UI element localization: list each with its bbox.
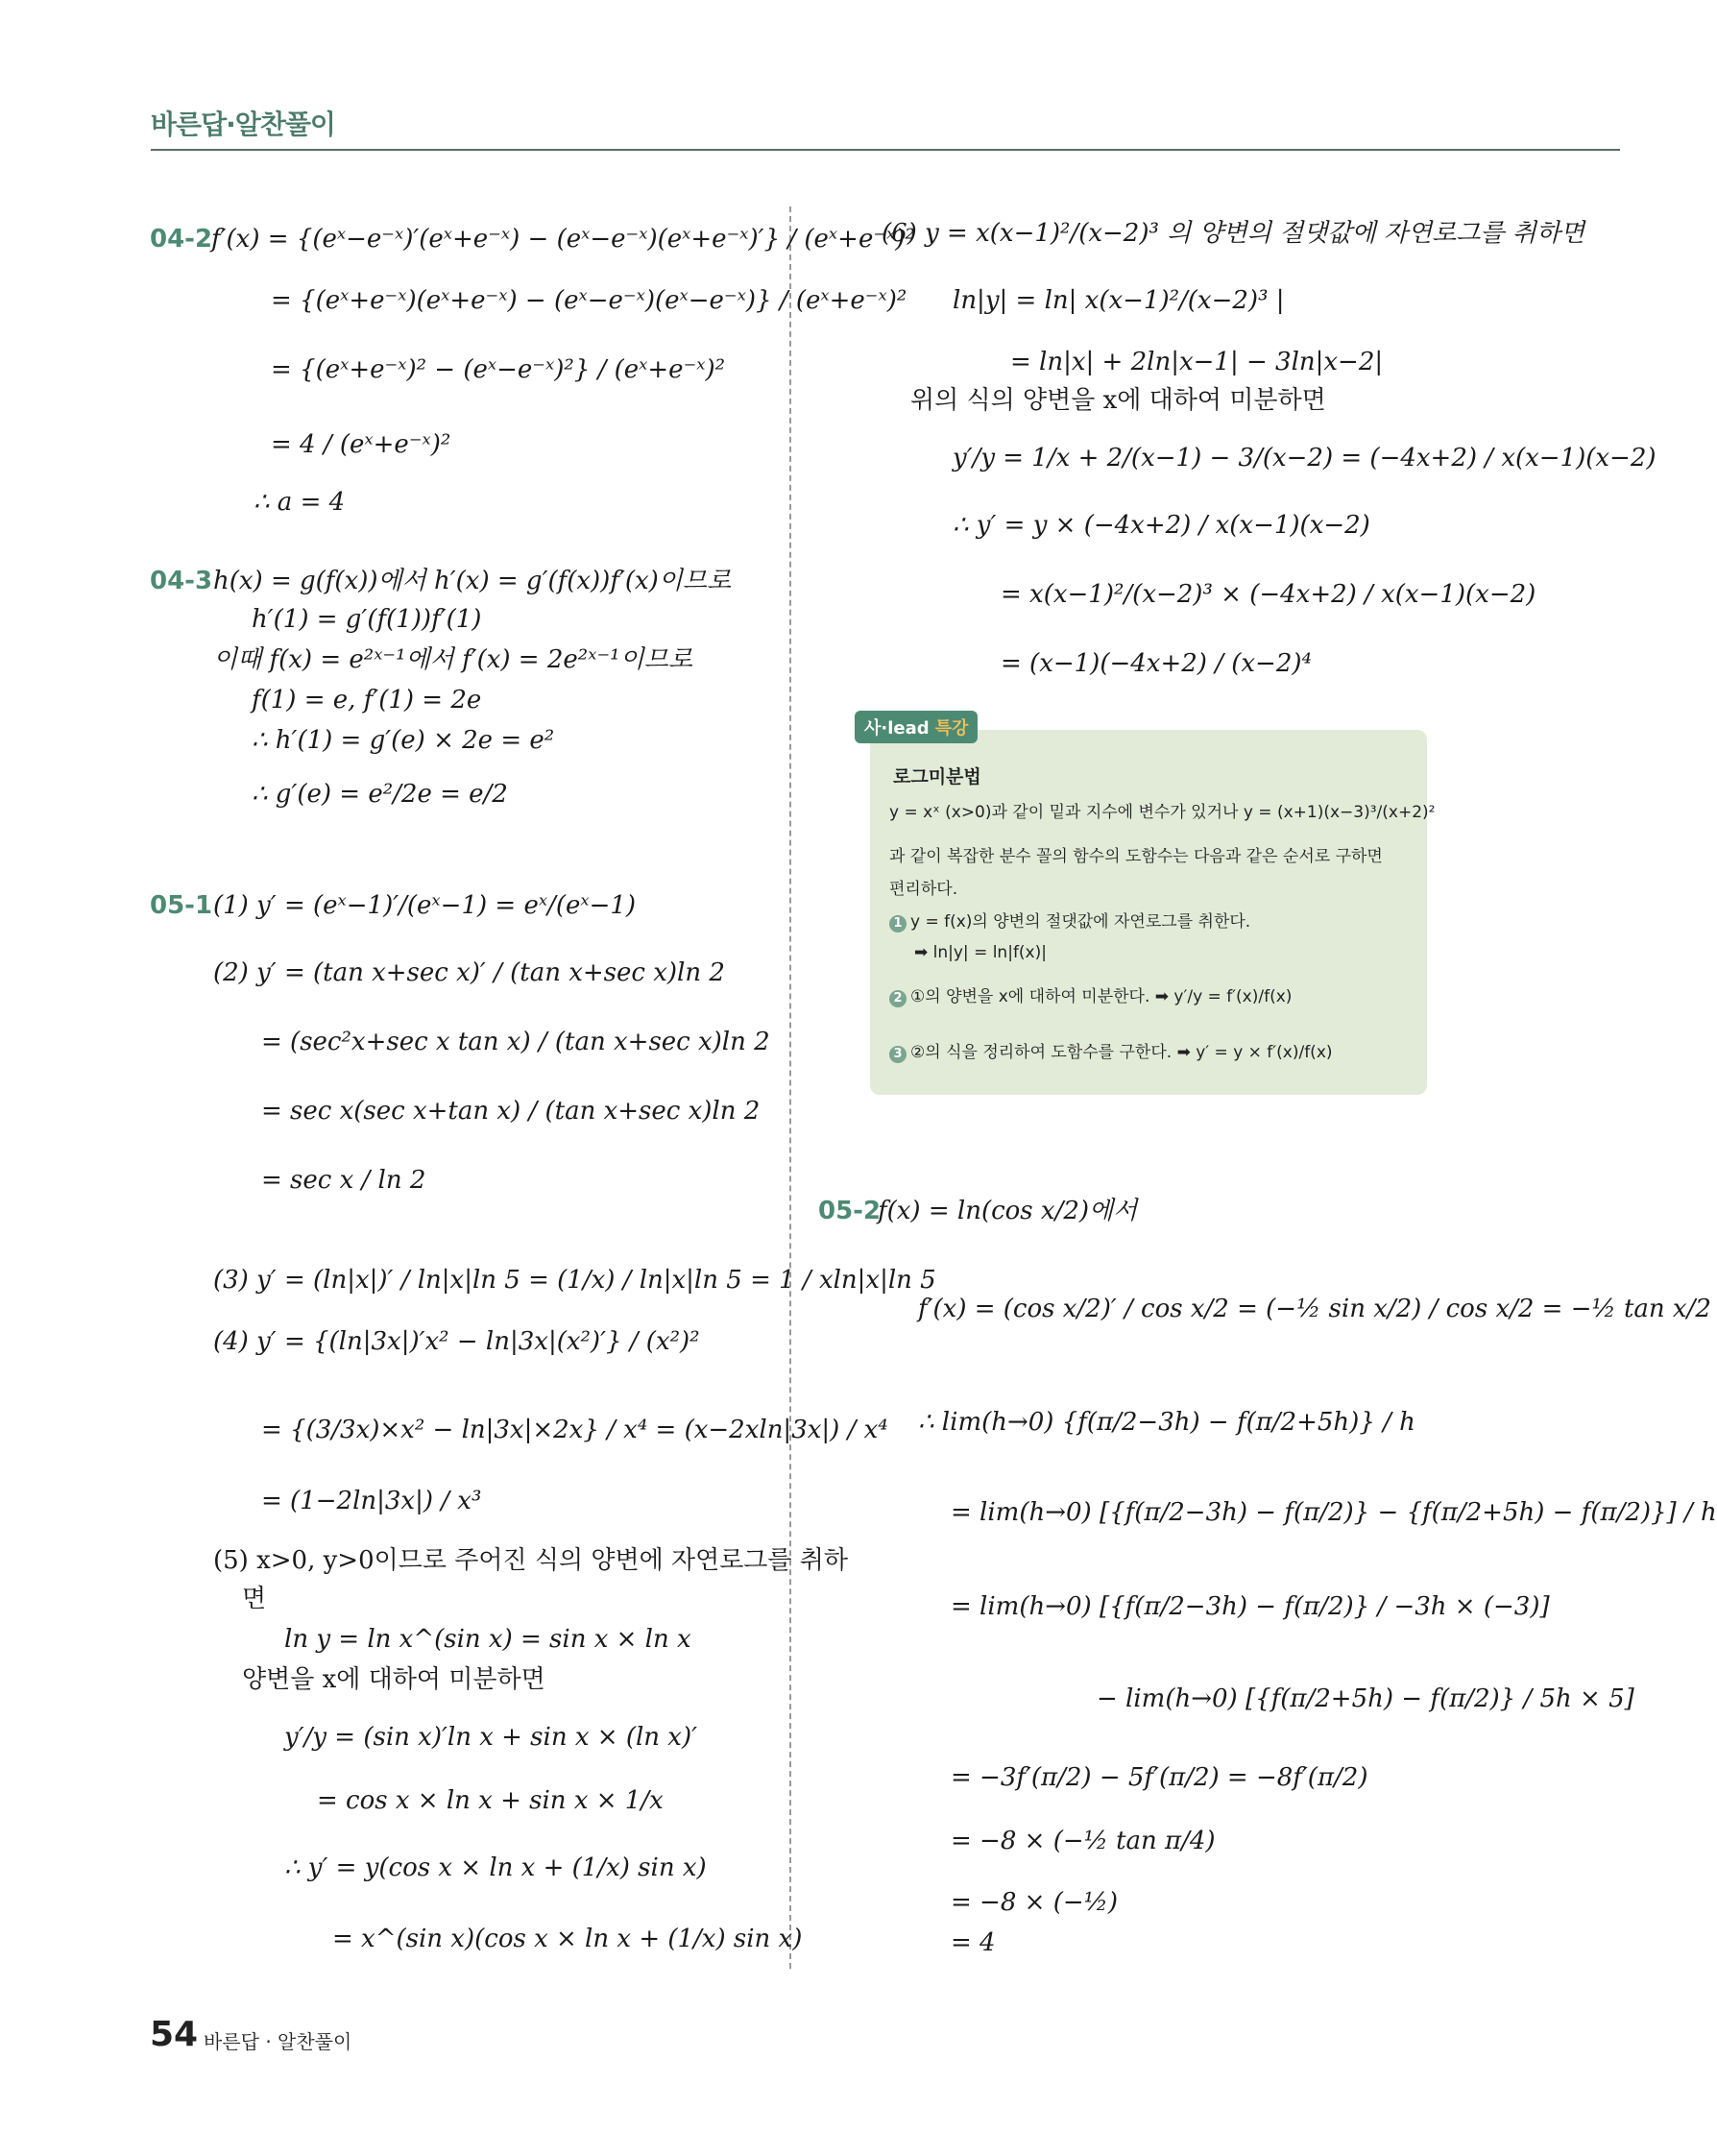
solution-line: = 4 [951, 1928, 996, 1957]
solution-line: = {(eˣ+e⁻ˣ)² − (eˣ−e⁻ˣ)²} / (eˣ+e⁻ˣ)² [271, 355, 726, 384]
solution-line: y′/y = 1/x + 2/(x−1) − 3/(x−2) = (−4x+2) / x(x−1)(x−2) [953, 444, 1657, 472]
solution-line: (1) y′ = (eˣ−1)′/(eˣ−1) = eˣ/(eˣ−1) [213, 891, 637, 920]
solution-line: ln|y| = ln| x(x−1)²/(x−2)³ | [953, 286, 1285, 315]
step-number-2: 2 [889, 990, 907, 1007]
solution-line: ∴ y′ = y × (−4x+2) / x(x−1)(x−2) [953, 511, 1370, 540]
solution-line: (3) y′ = (ln|x|)′ / ln|x|ln 5 = (1/x) / ln|x|ln 5 = 1 / xln|x|ln 5 [213, 1266, 936, 1295]
solution-line: ∴ a = 4 [254, 488, 346, 517]
solution-line: = cos x × ln x + sin x × 1/x [317, 1786, 664, 1815]
tip-box-step-2: 2 ①의 양변을 x에 대하여 미분한다. ➡ y′/y = f′(x)/f(x) [889, 989, 1292, 1007]
solution-line: = 4 / (eˣ+e⁻ˣ)² [271, 430, 451, 459]
solution-line: y′/y = (sin x)′ln x + sin x × (ln x)′ [284, 1723, 698, 1752]
tip-box-tag: 사·lead 특강 [855, 711, 978, 743]
solution-line: − lim(h→0) [{f(π/2+5h) − f(π/2)} / 5h × 5] [1097, 1684, 1634, 1713]
tip-box-intro: 편리하다. [889, 880, 958, 899]
solution-line: f′(x) = {(eˣ−e⁻ˣ)′(eˣ+e⁻ˣ) − (eˣ−e⁻ˣ)(eˣ+e⁻ˣ)′} / (eˣ+e⁻ˣ)² [211, 225, 915, 254]
solution-line: = sec x(sec x+tan x) / (tan x+sec x)ln 2 [261, 1097, 761, 1126]
solution-line: ln y = ln x^(sin x) = sin x × ln x [284, 1625, 691, 1654]
solution-line: = (sec²x+sec x tan x) / (tan x+sec x)ln 2 [261, 1028, 770, 1056]
solution-line: ∴ y′ = y(cos x × ln x + (1/x) sin x) [284, 1853, 707, 1882]
solution-line: = (x−1)(−4x+2) / (x−2)⁴ [1001, 649, 1312, 678]
solution-line: = lim(h→0) [{f(π/2−3h) − f(π/2)} − {f(π/2+5h) − f(π/2)}] / h [951, 1498, 1717, 1527]
solution-line: f(x) = ln(cos x/2)에서 [878, 1197, 1138, 1225]
solution-line: 양변을 x에 대하여 미분하면 [242, 1665, 545, 1694]
solution-line: = (1−2ln|3x|) / x³ [261, 1487, 482, 1515]
solution-line: (4) y′ = {(ln|3x|)′x² − ln|3x|(x²)′} / (x²)² [213, 1327, 700, 1356]
step-number-3: 3 [889, 1046, 907, 1063]
problem-label-05-2: 05-2 [818, 1197, 882, 1225]
solution-line: = ln|x| + 2ln|x−1| − 3ln|x−2| [1010, 348, 1384, 376]
solution-line: = −8 × (−½ tan π/4) [951, 1827, 1216, 1855]
solution-line: (5) x>0, y>0이므로 주어진 식의 양변에 자연로그를 취하 [213, 1546, 849, 1575]
solution-line: = x(x−1)²/(x−2)³ × (−4x+2) / x(x−1)(x−2) [1001, 580, 1536, 609]
column-divider [789, 206, 791, 1969]
solution-line: = {(eˣ+e⁻ˣ)(eˣ+e⁻ˣ) − (eˣ−e⁻ˣ)(eˣ−e⁻ˣ)} / (eˣ+e⁻ˣ)² [271, 286, 907, 315]
solution-line: ∴ g′(e) = e²/2e = e/2 [252, 780, 508, 809]
solution-line: f(1) = e, f′(1) = 2e [252, 686, 482, 715]
tip-box-step-3: 3 ②의 식을 정리하여 도함수를 구한다. ➡ y′ = y × f′(x)/f(x) [889, 1045, 1333, 1063]
tip-box-intro: y = xˣ (x>0)과 같이 밑과 지수에 변수가 있거나 y = (x+1)(x−3)³/(x+2)² [889, 803, 1436, 822]
problem-label-05-1: 05-1 [150, 891, 213, 920]
footer-title: 바른답 · 알찬풀이 [204, 2030, 352, 2053]
solution-line: 이때 f(x) = e²ˣ⁻¹에서 f′(x) = 2e²ˣ⁻¹이므로 [213, 645, 692, 674]
solution-line: ∴ h′(1) = g′(e) × 2e = e² [252, 726, 555, 755]
solution-line: = −8 × (−½) [951, 1888, 1118, 1917]
solution-line: 면 [242, 1585, 267, 1613]
solution-line: = −3f′(π/2) − 5f′(π/2) = −8f′(π/2) [951, 1763, 1368, 1792]
solution-line: 위의 식의 양변을 x에 대하여 미분하면 [910, 386, 1326, 415]
solution-line: = sec x / ln 2 [261, 1166, 426, 1195]
solution-line: h′(1) = g′(f(1))f′(1) [252, 605, 482, 634]
solution-line: = {(3/3x)×x² − ln|3x|×2x} / x⁴ = (x−2xln|3x|) / x⁴ [261, 1416, 888, 1444]
header-title: 바른답·알찬풀이 [151, 109, 335, 140]
page-number: 54 [150, 2015, 199, 2054]
tip-box-step-1: 1 y = f(x)의 양변의 절댓값에 자연로그를 취한다. [889, 914, 1250, 933]
solution-line: ∴ lim(h→0) {f(π/2−3h) − f(π/2+5h)} / h [918, 1408, 1415, 1437]
problem-label-04-3: 04-3 [150, 567, 213, 595]
tip-box-title: 로그미분법 [893, 766, 981, 787]
solution-line: f′(x) = (cos x/2)′ / cos x/2 = (−½ sin x/2) / cos x/2 = −½ tan x/2 [918, 1295, 1711, 1323]
step-number-1: 1 [889, 915, 907, 933]
solution-line: = lim(h→0) [{f(π/2−3h) − f(π/2)} / −3h × (−3)] [951, 1592, 1550, 1621]
tip-box-step-1-result: ➡ ln|y| = ln|f(x)| [914, 943, 1047, 962]
tip-box-intro: 과 같이 복잡한 분수 꼴의 함수의 도함수는 다음과 같은 순서로 구하면 [889, 847, 1383, 866]
problem-label-04-2: 04-2 [150, 225, 213, 254]
header-rule [151, 149, 1620, 151]
solution-line: = x^(sin x)(cos x × ln x + (1/x) sin x) [332, 1925, 803, 1953]
solution-line: h(x) = g(f(x))에서 h′(x) = g′(f(x))f′(x)이므로 [213, 567, 732, 595]
solution-line: (6) y = x(x−1)²/(x−2)³ 의 양변의 절댓값에 자연로그를 취하면 [882, 219, 1585, 248]
solution-line: (2) y′ = (tan x+sec x)′ / (tan x+sec x)ln 2 [213, 958, 725, 987]
